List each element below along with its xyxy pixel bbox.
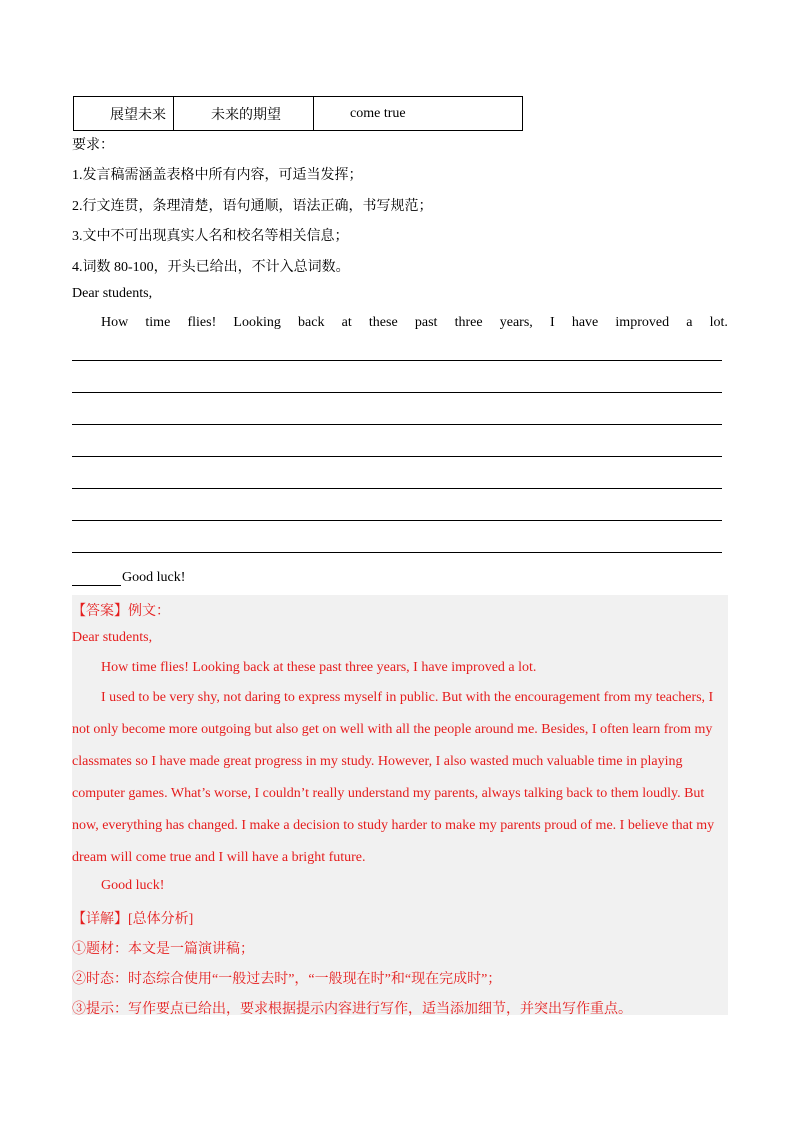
opening-word: these [368,315,398,330]
opening-word: have [571,315,599,330]
opening-word: at [341,315,352,330]
requirement-item: 4.词数 80-100，开头已给出，不计入总词数。 [72,260,350,275]
opening-word: past [414,315,438,330]
requirement-item: 1.发言稿需涵盖表格中所有内容，可适当发挥； [72,168,363,183]
details-item: ②时态：时态综合使用“一般过去时”，“一般现在时”和“现在完成时”； [72,972,502,987]
writing-line [72,520,722,521]
table-cell-phrase: come true [350,105,406,121]
opening-word: Looking [233,315,281,330]
opening-word: improved [615,315,670,330]
answer-label: 【答案】例文： [72,604,170,619]
writing-line [72,424,722,425]
answer-paragraph-1: How time flies! Looking back at these past three years, I have improved a lot. [101,660,537,675]
writing-line [72,392,722,393]
opening-word: lot. [709,315,728,330]
opening-word: three [454,315,483,330]
answer-paragraph-2: I used to be very shy, not daring to express myself in public. But with the encouragement from my teachers, I not only become more outgoing but also get on well with all the people around me. Besides, I often learn from my classmates so I have made great progress in my study. However, I also wasted much valuable time in playing computer games. What’s worse, I couldn’t really understand my parents, always talking back to them loudly. But now, everything has changed. I make a decision to study harder to make my parents proud of me. I believe that my dream will come true and I will have a bright future. [72,690,715,865]
details-label: 【详解】[总体分析] [72,912,194,927]
prompt-closing: Good luck! [122,570,186,585]
prompt-closing-line [72,570,185,586]
opening-word: years, [499,315,533,330]
answer-closing: Good luck! [101,878,165,893]
opening-word: back [298,315,325,330]
prompt-opening-line [101,315,728,331]
table-cell-content: 未来的期望 [174,97,314,130]
requirement-item: 2.行文连贯，条理清楚，语句通顺，语法正确，书写规范； [72,199,433,214]
opening-word: time [145,315,171,330]
opening-word: How [101,315,129,330]
opening-word: I [549,315,555,330]
requirement-item: 3.文中不可出现真实人名和校名等相关信息； [72,229,349,244]
table-cell-topic: 展望未来 [74,97,174,130]
opening-word: flies! [187,315,217,330]
writing-line [72,552,722,553]
writing-line [72,488,722,489]
requirements-heading: 要求： [72,138,114,153]
answer-salutation: Dear students, [72,630,153,645]
writing-line [72,456,722,457]
details-item: ③提示：写作要点已给出，要求根据提示内容进行写作，适当添加细节，并突出写作重点。 [72,1002,632,1017]
opening-word: a [686,315,693,330]
outline-table [73,96,523,131]
prompt-salutation: Dear students, [72,286,153,301]
details-item: ①题材：本文是一篇演讲稿； [72,942,254,957]
closing-blank [72,571,121,586]
writing-line [72,360,722,361]
